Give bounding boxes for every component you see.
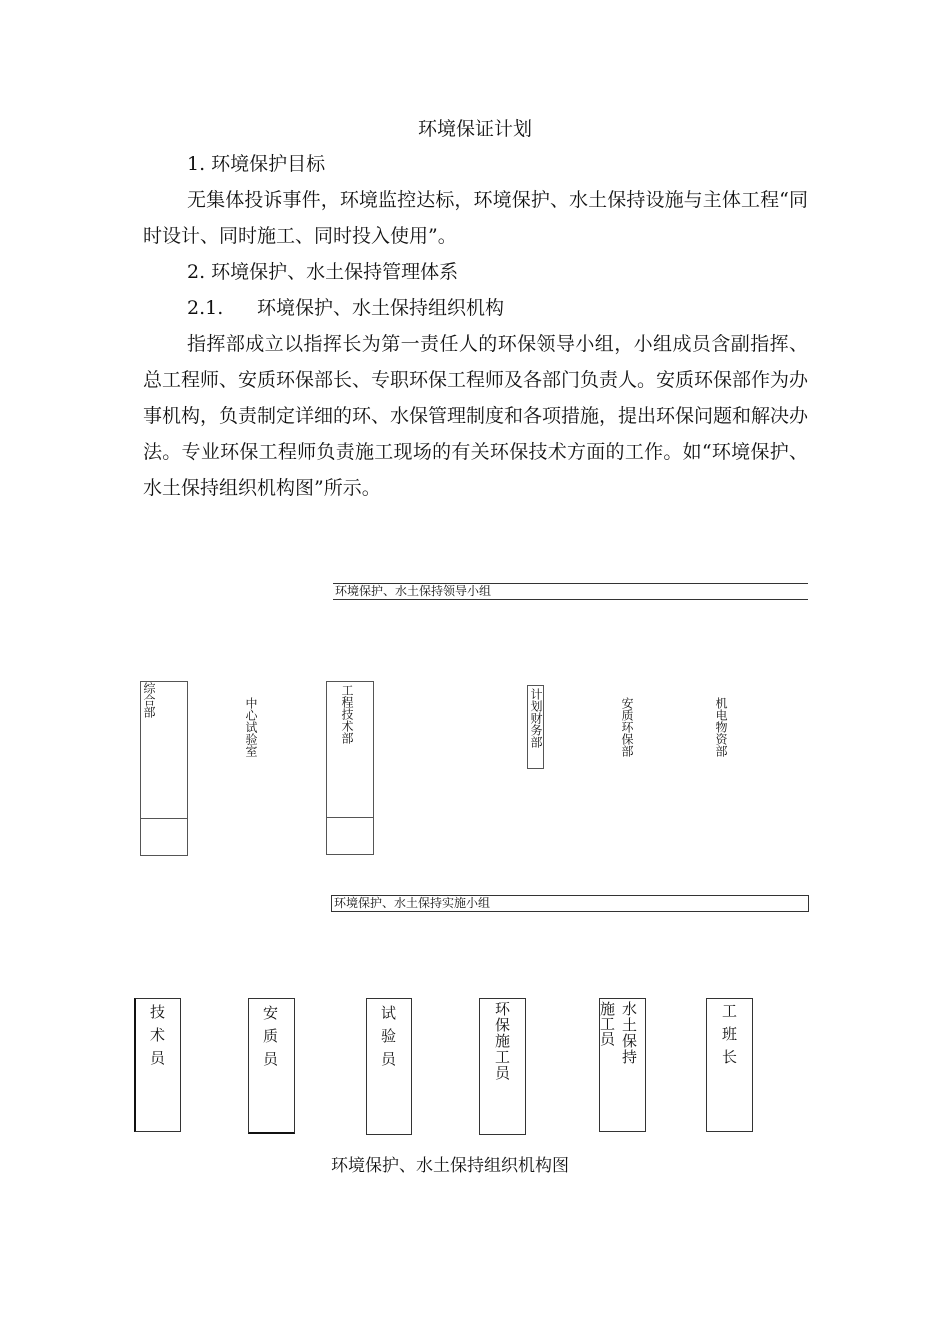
dept-box-general	[140, 681, 188, 856]
paragraph-goal: 无集体投诉事件，环境监控达标，环境保护、水土保持设施与主体工程“同时设计、同时施工、同时投入使用”。	[143, 189, 808, 247]
worker-box-soil-water	[599, 998, 646, 1132]
dept-machinery: 机电物资部	[714, 697, 728, 757]
dept-general: 综合部	[142, 682, 156, 718]
worker-box-technician	[134, 998, 181, 1132]
paragraph-organization: 指挥部成立以指挥长为第一责任人的环保领导小组，小组成员含副指挥、总工程师、安质环保部长、专职环保工程师及各部门负责人。安质环保部作为办事机构，负责制定详细的环、水保管理制度和各项措施，提出环保问题和解决办法。专业环保工程师负责施工现场的有关环保技术方面的工作。如“环境保护、水土保持组织机构图”所示。	[143, 333, 809, 499]
section-heading-2-1	[143, 290, 808, 326]
worker-box-foreman	[706, 998, 753, 1132]
worker-box-env-constructor	[479, 998, 526, 1135]
dept-central-lab: 中心试验室	[244, 697, 258, 757]
heading-number: 2.1.	[187, 297, 224, 319]
impl-group-bar: 环境保护、水土保持实施小组	[331, 895, 809, 912]
worker-box-tester	[366, 998, 412, 1135]
chart-caption: 环境保护、水土保持组织机构图	[331, 1156, 569, 1176]
heading-text: 环境保护、水土保持组织机构	[257, 297, 505, 319]
worker-env-constructor: 环保施工员	[493, 1001, 511, 1081]
section-heading-2: 2. 环境保护、水土保持管理体系	[187, 261, 459, 283]
worker-technician: 技术员	[148, 1004, 166, 1073]
worker-constructor: 施工员	[598, 1001, 616, 1046]
worker-tester: 试验员	[379, 1005, 397, 1074]
dept-finance: 计划财务部	[529, 688, 543, 748]
dept-box-cell	[141, 818, 187, 855]
dept-safety-environment: 安质环保部	[620, 697, 634, 757]
section-heading-1: 1. 环境保护目标	[187, 153, 326, 175]
dept-engineering: 工程技术部	[340, 684, 354, 744]
worker-soil-water: 水土保持	[620, 1001, 638, 1065]
dept-box-engineering	[326, 681, 374, 855]
lead-group-bar: 环境保护、水土保持领导小组	[333, 583, 808, 600]
worker-box-safety	[248, 998, 295, 1134]
dept-box-cell	[327, 817, 373, 854]
worker-foreman: 工班长	[720, 1003, 738, 1072]
page-title: 环境保证计划	[417, 118, 532, 140]
worker-safety: 安质员	[261, 1005, 279, 1074]
dept-box-finance	[527, 685, 544, 769]
